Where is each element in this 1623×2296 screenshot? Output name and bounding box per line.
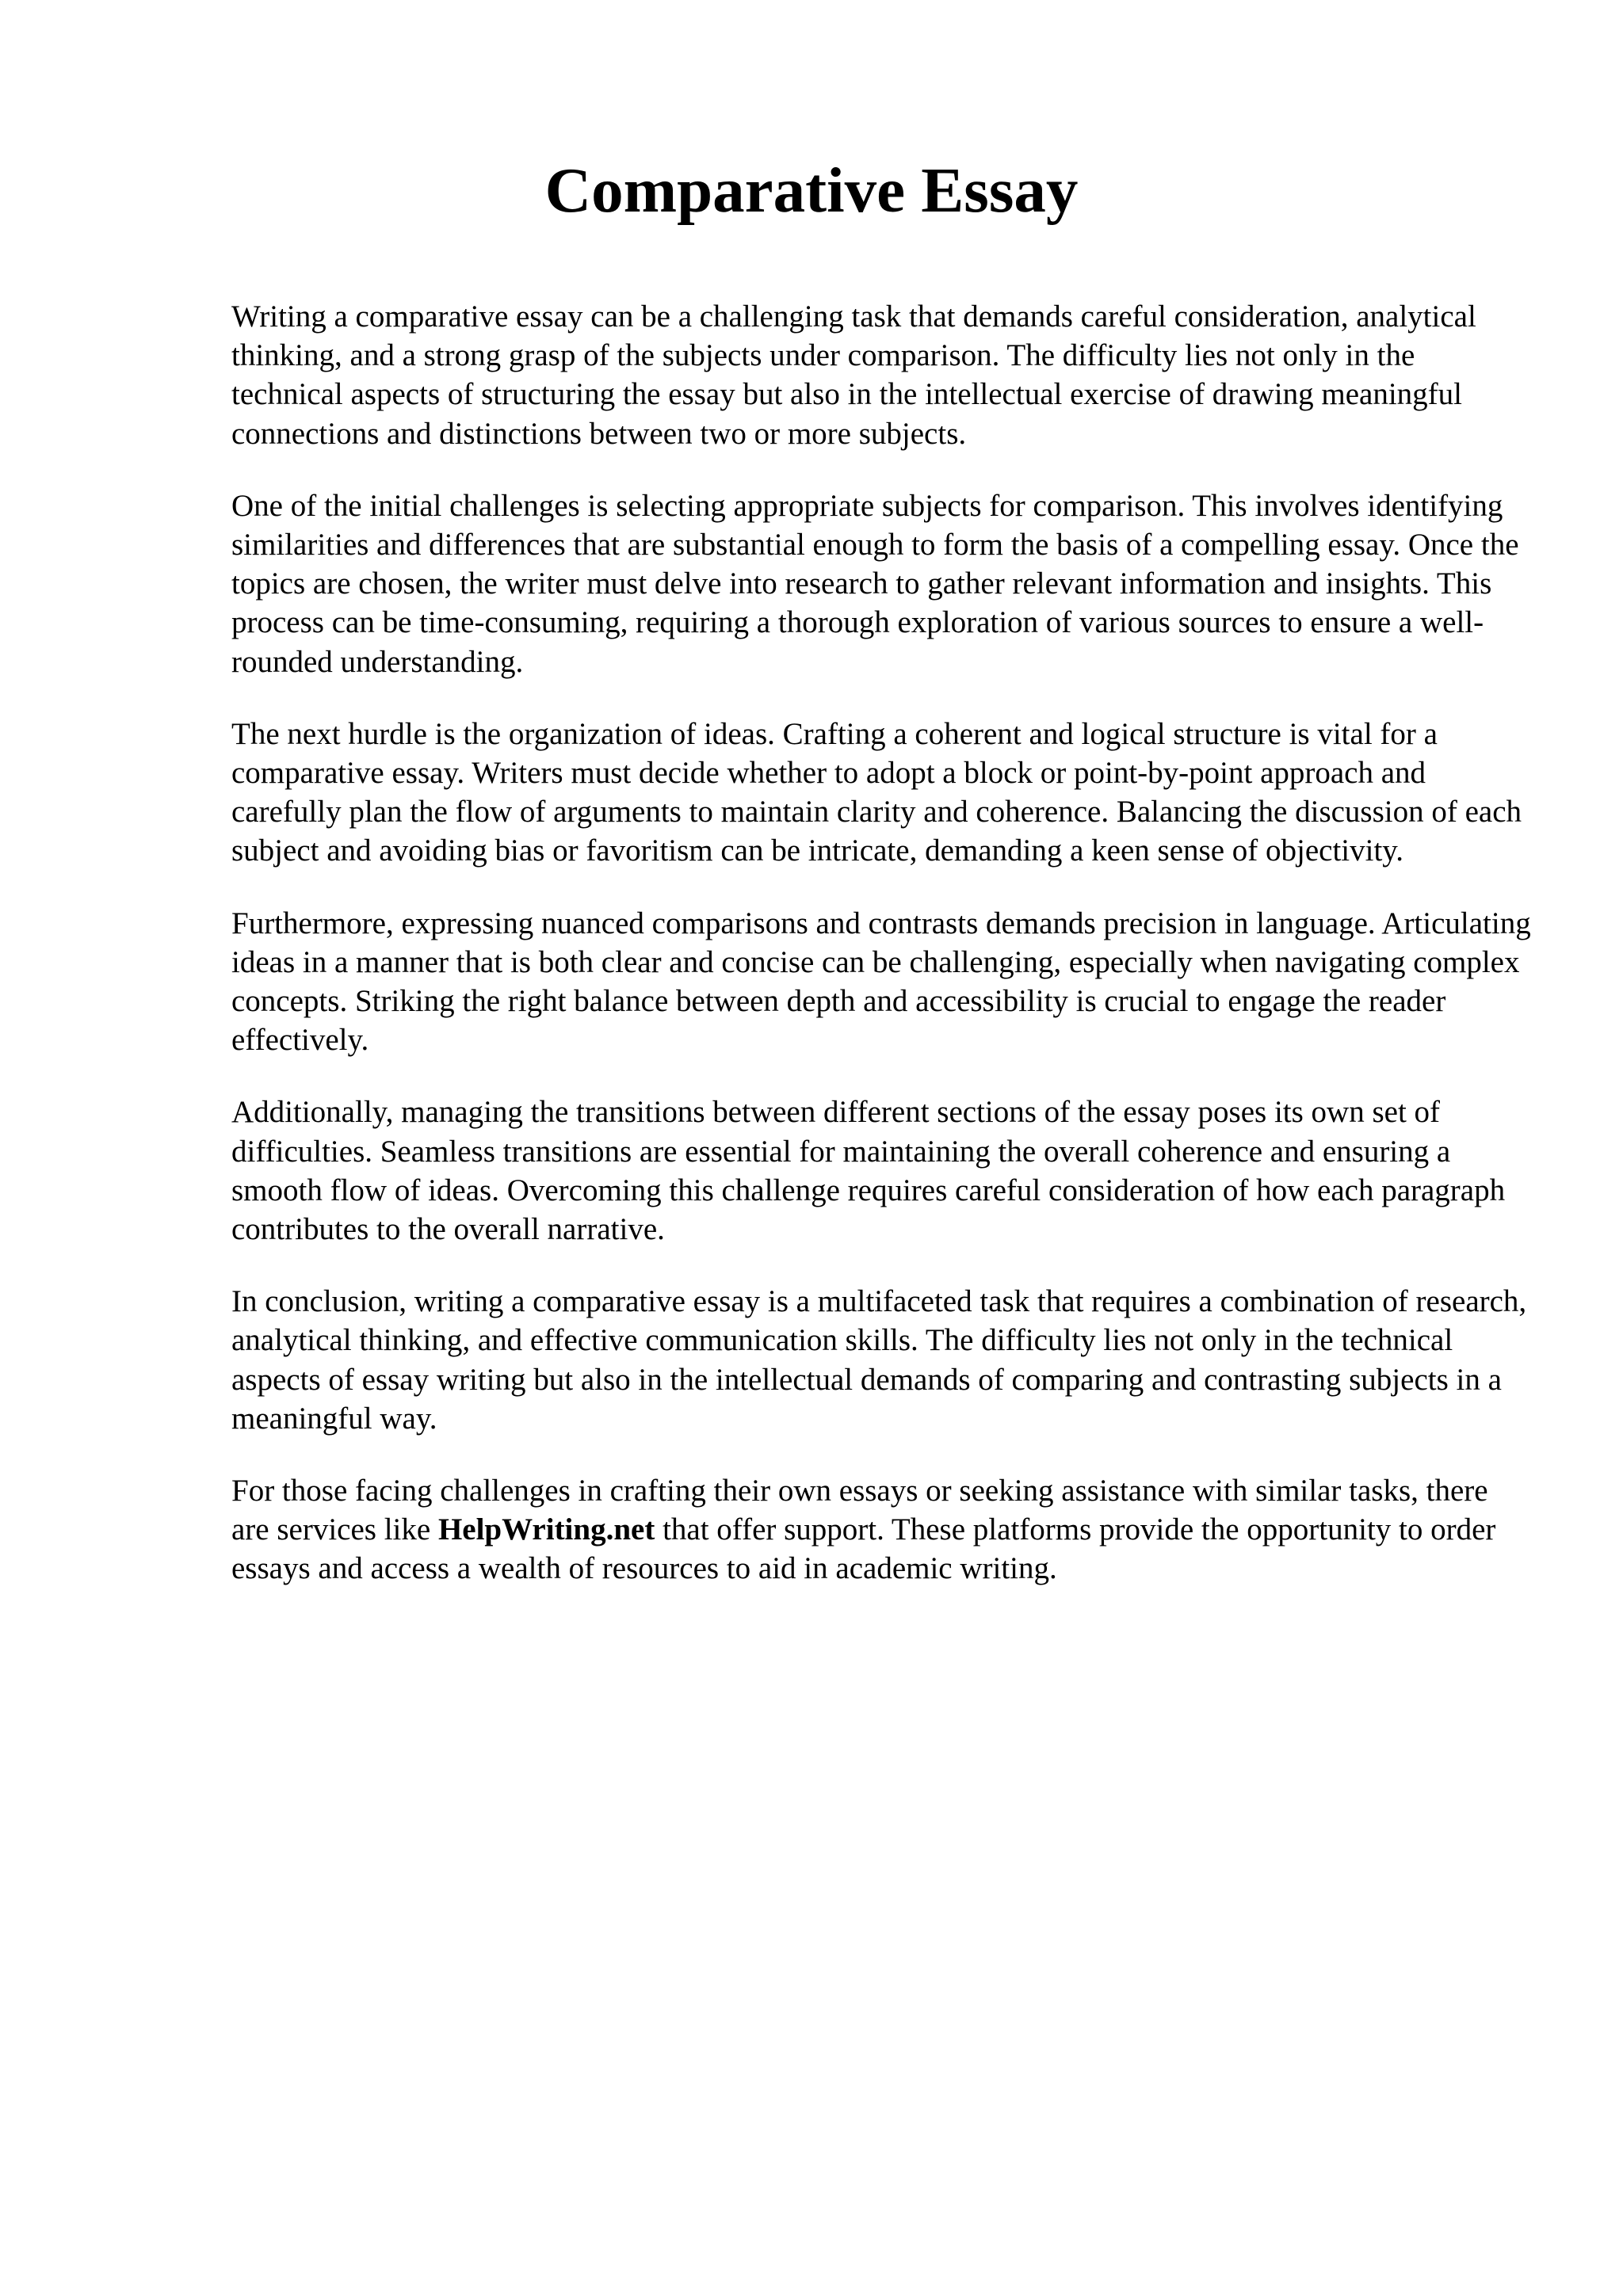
paragraph-organization: The next hurdle is the organization of ideas. Crafting a coherent and logical structure is vital for a comparative essay. Writers must decide whether to adopt a block or point-by-point approach and carefully plan the flow of arguments to maintain clarity and coherence. Balancing the discussion of each subject and avoiding bias or favoritism can be intricate, demanding a keen sense of objectivity. <box>231 716 1522 868</box>
page-title: Comparative Essay <box>544 154 1079 226</box>
paragraph-conclusion: In conclusion, writing a comparative essay is a multifaceted task that requires a combination of research, analytical thinking, and effective communication skills. The difficulty lies not only in the technical aspects of essay writing but also in the intellectual demands of comparing and contrasting subjects in a meaningful way. <box>231 1284 1527 1436</box>
paragraph-closing <box>231 1471 1531 1589</box>
paragraph-intro: Writing a comparative essay can be a challenging task that demands careful consideration, analytical thinking, and a strong grasp of the subjects under comparison. The difficulty lies not only in the technical aspects of structuring the essay but also in the intellectual exercise of drawing meaningful connections and distinctions between two or more subjects. <box>231 299 1476 451</box>
paragraph-subject-selection: One of the initial challenges is selecting appropriate subjects for comparison. This involves identifying similarities and differences that are substantial enough to form the basis of a compelling essay. Once the topics are chosen, the writer must delve into research to gather relevant information and insights. This process can be time-consuming, requiring a thorough exploration of various sources to ensure a well-rounded understanding. <box>231 488 1519 679</box>
closing-text-before: For those facing challenges in crafting their own essays or seeking assistance with similar tasks, there are services like <box>231 1474 1488 1547</box>
paragraph-language: Furthermore, expressing nuanced comparisons and contrasts demands precision in language. Articulating ideas in a manner that is both clear and concise can be challenging, especially when navigating complex concepts. Striking the right balance between depth and accessibility is crucial to engage the reader effectively. <box>231 906 1531 1058</box>
closing-text-after: that offer support. These platforms provide the opportunity to order essays and access a wealth of resources to aid in academic writing. <box>231 1512 1496 1586</box>
paragraph-transitions: Additionally, managing the transitions between different sections of the essay poses its own set of difficulties. Seamless transitions are essential for maintaining the overall coherence and ensuring a smooth flow of ideas. Overcoming this challenge requires careful consideration of how each paragraph contributes to the overall narrative. <box>231 1095 1506 1247</box>
brand-name: HelpWriting.net <box>437 1512 655 1547</box>
essay-body <box>231 297 1531 1622</box>
